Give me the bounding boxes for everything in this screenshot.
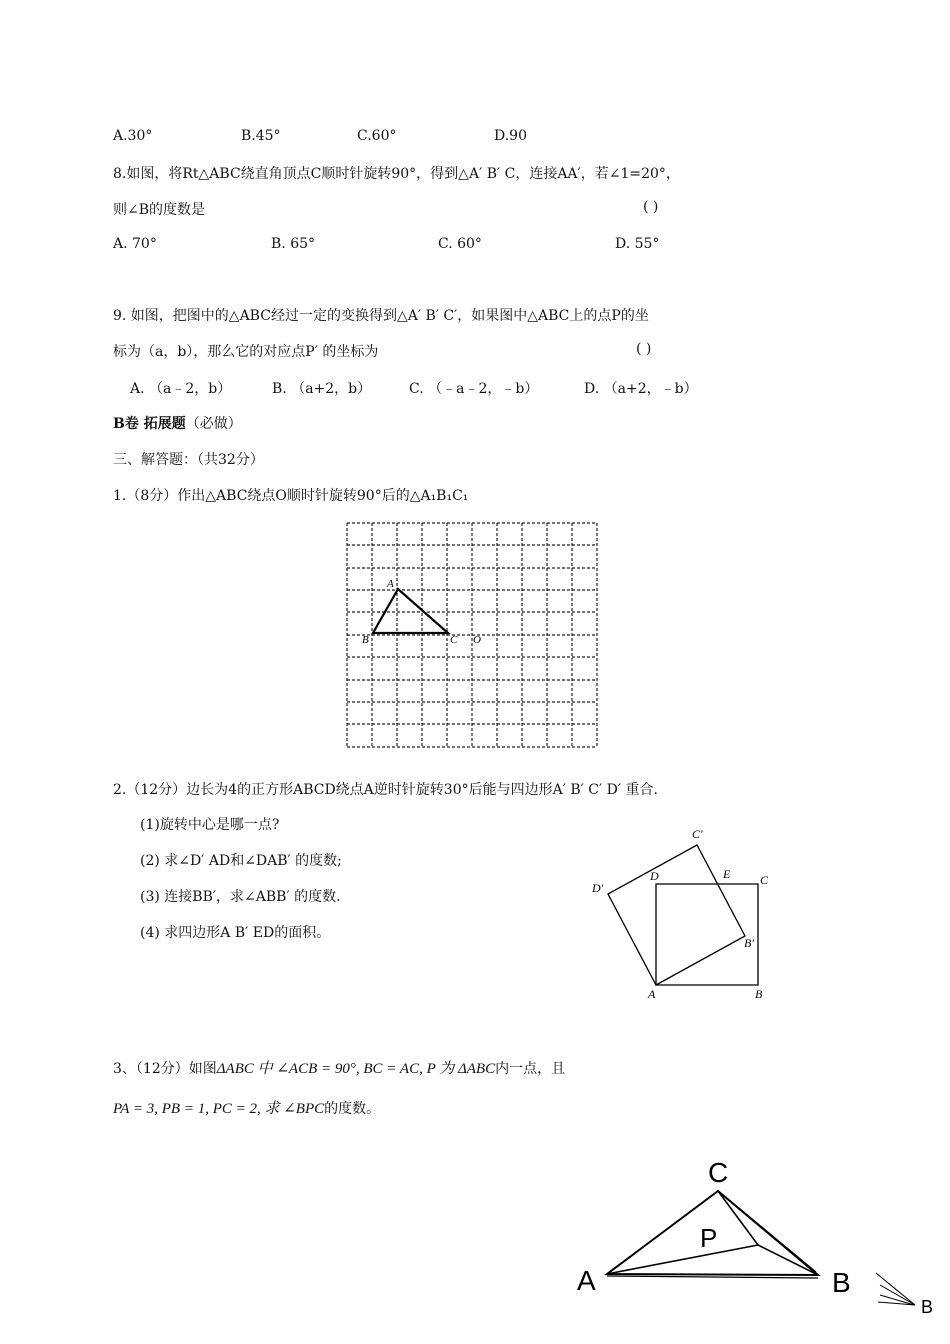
p1-label-o: O xyxy=(473,634,481,646)
q8-line1: 8.如图，将Rt△ABC绕直角顶点C顺时针旋转90°，得到△A′ B′ C，连接AA′，若∠1=20°， xyxy=(113,166,680,182)
p2-sub-3: (3) 连接BB′，求∠ABB′ 的度数. xyxy=(140,889,341,905)
p3-segment-pc xyxy=(718,1191,758,1245)
q8-line2: 则∠B的度数是 xyxy=(113,202,206,218)
q9-line2: 标为（a，b），那么它的对应点P′ 的坐标为 xyxy=(113,344,379,360)
p1-text: 1.（8分）作出△ABC绕点O顺时针旋转90°后的△A₁B₁C₁ xyxy=(113,488,469,504)
p3-line1-math: ΔABC 中 ∠ACB = 90°, BC = AC, P 为 ΔABC xyxy=(216,1061,496,1077)
p3-small-figure xyxy=(876,1273,915,1305)
p3-segment-pa xyxy=(607,1245,758,1274)
p3-label-b-small: B xyxy=(921,1297,934,1317)
p2-sub-1: (1)旋转中心是哪一点? xyxy=(140,817,280,833)
q7-option-a: A.30° xyxy=(113,128,153,144)
p2-label-b-prime: B′ xyxy=(744,936,754,950)
p1-label-c: C xyxy=(450,634,458,646)
q7-option-c: C.60° xyxy=(357,128,397,144)
p2-label-e: E xyxy=(723,867,731,881)
p2-label-d-prime: D′ xyxy=(592,881,604,895)
p3-label-a: A xyxy=(577,1265,596,1296)
q7-option-b: B.45° xyxy=(241,128,281,144)
q9-option-d: D. （a+2，﹣b） xyxy=(584,381,698,397)
p3-line2-suffix: 的度数。 xyxy=(324,1101,381,1117)
p3-line1-suffix: 内一点，且 xyxy=(495,1061,566,1077)
section-3-title: 三、解答题：（共32分） xyxy=(113,452,264,468)
q8-option-b: B. 65° xyxy=(271,236,316,252)
q9-option-b: B. （a+2，b） xyxy=(272,381,372,397)
q9-option-c: C. （﹣a﹣2，﹣b） xyxy=(409,381,539,397)
p3-label-c: C xyxy=(708,1157,729,1188)
q9-line1: 9. 如图，把图中的△ABC经过一定的变换得到△A′ B′ C′，如果图中△ABC上的点P的坐 xyxy=(113,308,649,324)
p2-sub-4: (4) 求四边形A B′ ED的面积。 xyxy=(140,925,331,941)
p2-label-a: A xyxy=(648,987,656,1001)
p2-text: 2.（12分）边长为4的正方形ABCD绕点A逆时针旋转30°后能与四边形A′ B′ C′ D′ 重合. xyxy=(113,782,658,798)
section-b-note: （必做） xyxy=(185,416,242,432)
p2-sub-2: (2) 求∠D′ AD和∠DAB′ 的度数; xyxy=(140,853,342,869)
q8-option-d: D. 55° xyxy=(615,236,660,252)
p1-label-b: B xyxy=(362,634,369,646)
section-b-title: B卷 拓展题 xyxy=(113,416,186,432)
p2-label-b: B xyxy=(755,987,763,1001)
p2-label-d: D xyxy=(650,869,659,883)
p3-label-b: B xyxy=(832,1267,851,1298)
q8-option-a: A. 70° xyxy=(113,236,157,252)
p2-label-c: C xyxy=(760,873,769,887)
q8-option-c: C. 60° xyxy=(438,236,482,252)
p3-label-p: P xyxy=(700,1223,718,1253)
q9-option-a: A. （a﹣2，b） xyxy=(130,381,232,397)
q7-option-d: D.90 xyxy=(494,128,527,144)
p1-label-a: A xyxy=(387,578,394,590)
p2-label-c-prime: C′ xyxy=(692,827,703,841)
p3-line1-prefix: 3、（12分）如图 xyxy=(113,1061,217,1077)
p3-line2-math: PA = 3, PB = 1, PC = 2, 求 ∠BPC xyxy=(113,1101,325,1117)
q9-answer-blank: ( ) xyxy=(636,341,652,357)
q8-answer-blank: ( ) xyxy=(643,199,659,215)
